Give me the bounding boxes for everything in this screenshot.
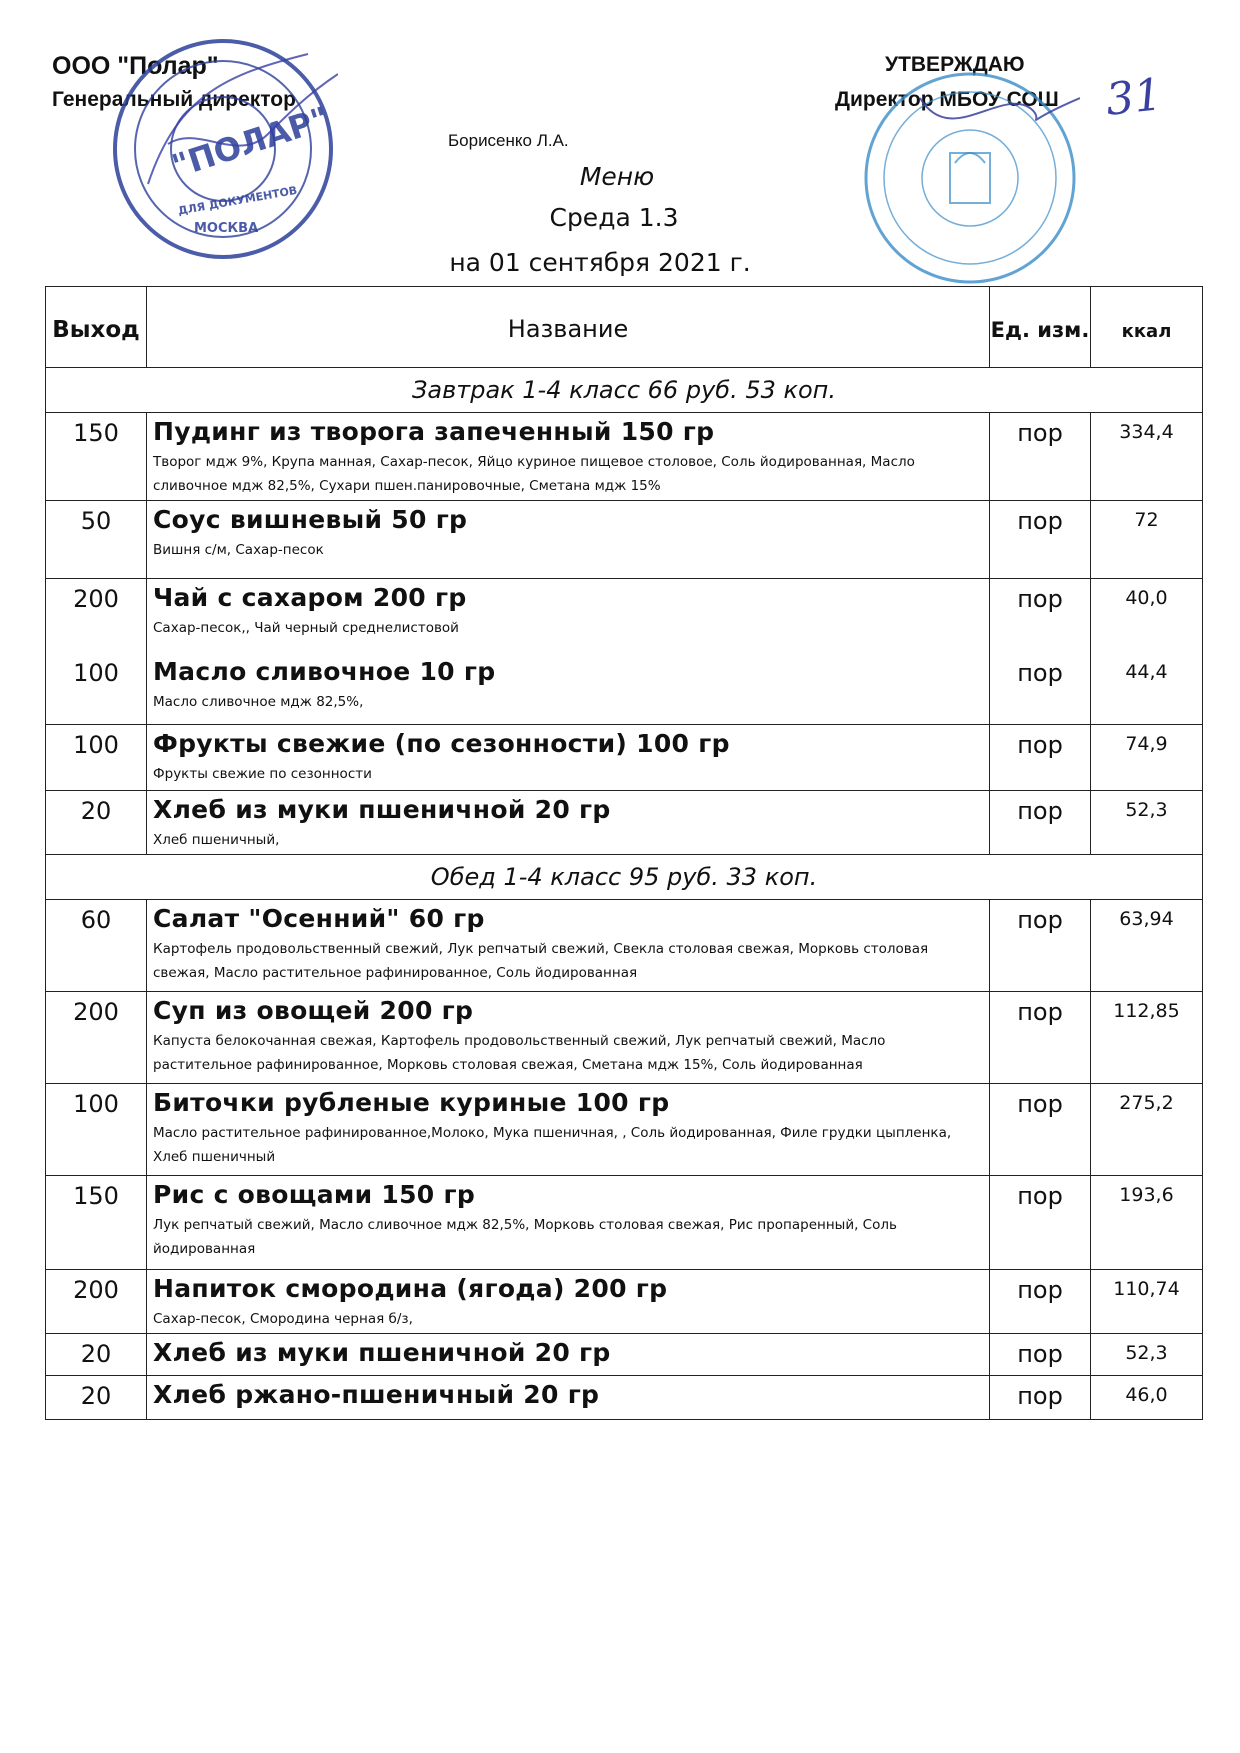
cell-kcal: 46,0 [1091, 1376, 1203, 1420]
cell-unit: пор [990, 791, 1091, 855]
dish-name: Салат "Осенний" 60 гр [153, 904, 485, 933]
cell-name [147, 992, 990, 1084]
cell-name [147, 653, 990, 725]
company-name: ООО "Полар" [52, 52, 219, 80]
dish-ingredients: Фрукты свежие по сезонности [153, 766, 372, 782]
dish-name: Рис с овощами 150 гр [153, 1180, 476, 1209]
table-row [46, 900, 1203, 992]
dish-ingredients: Масло растительное рафинированное,Молоко, Мука пшеничная, , Соль йодированная, Филе грудки цыпленка, Хлеб пшеничный [153, 1125, 952, 1165]
section-row-lunch [46, 855, 1203, 900]
table-row [46, 653, 1203, 725]
cell-out: 100 [46, 725, 147, 791]
table-row [46, 1334, 1203, 1376]
dish-name: Хлеб из муки пшеничной 20 гр [153, 1338, 611, 1367]
dish-name: Хлеб из муки пшеничной 20 гр [153, 795, 611, 824]
stamp-city-text: МОСКВА [194, 221, 259, 236]
cell-unit: пор [990, 501, 1091, 579]
table-body [46, 368, 1203, 1420]
cell-unit: пор [990, 1270, 1091, 1334]
table-row [46, 413, 1203, 501]
cell-name [147, 413, 990, 501]
table-row [46, 501, 1203, 579]
cell-kcal: 112,85 [1091, 992, 1203, 1084]
cell-out: 20 [46, 1376, 147, 1420]
cell-unit: пор [990, 992, 1091, 1084]
cell-name [147, 1084, 990, 1176]
school-number-handwritten: 31 [1103, 69, 1165, 126]
dish-name: Суп из овощей 200 гр [153, 996, 474, 1025]
dish-ingredients: Сахар-песок,, Чай черный среднелистовой [153, 620, 459, 636]
column-header-name: Название [147, 287, 990, 368]
cell-kcal: 40,0 [1091, 579, 1203, 653]
cell-kcal: 72 [1091, 501, 1203, 579]
cell-unit: пор [990, 1376, 1091, 1420]
dish-ingredients: Масло сливочное мдж 82,5%, [153, 693, 364, 710]
cell-name [147, 579, 990, 653]
cell-name [147, 900, 990, 992]
cell-unit: пор [990, 1084, 1091, 1176]
cell-kcal: 275,2 [1091, 1084, 1203, 1176]
director-label: Директор МБОУ СОШ [835, 88, 1059, 111]
dish-ingredients: Хлеб пшеничный, [153, 832, 280, 848]
cell-out: 200 [46, 1270, 147, 1334]
menu-day: Среда 1.3 [549, 203, 679, 232]
cell-unit: пор [990, 579, 1091, 653]
dish-name: Напиток смородина (ягода) 200 гр [153, 1274, 668, 1303]
cell-name [147, 1334, 990, 1376]
cell-kcal: 52,3 [1091, 1334, 1203, 1376]
cell-out: 60 [46, 900, 147, 992]
table-row [46, 791, 1203, 855]
cell-name [147, 1176, 990, 1270]
cell-kcal: 193,6 [1091, 1176, 1203, 1270]
column-header-kcal: ккал [1091, 287, 1203, 368]
cell-out: 50 [46, 501, 147, 579]
cell-kcal: 110,74 [1091, 1270, 1203, 1334]
company-role: Генеральный директор [52, 88, 296, 111]
section-title: Завтрак 1-4 класс 66 руб. 53 коп. [46, 368, 1203, 413]
dish-name: Масло сливочное 10 гр [153, 656, 496, 686]
cell-name [147, 501, 990, 579]
dish-ingredients: Творог мдж 9%, Крупа манная, Сахар-песок, Яйцо куриное пищевое столовое, Соль йодированная, Масло сливочное мдж 82,5%, Сухари пшен.панировочные, Сметана мдж 15% [153, 454, 915, 494]
table-row [46, 1084, 1203, 1176]
table-row [46, 579, 1203, 653]
cell-kcal: 63,94 [1091, 900, 1203, 992]
section-title: Обед 1-4 класс 95 руб. 33 коп. [46, 855, 1203, 900]
cell-out: 200 [46, 579, 147, 653]
stamp-main-text: "ПОЛАР" [167, 99, 334, 186]
menu-date: на 01 сентября 2021 г. [449, 248, 751, 277]
cell-out: 150 [46, 413, 147, 501]
menu-table [45, 286, 1203, 1420]
table-header [46, 287, 1203, 368]
cell-name [147, 725, 990, 791]
stamp-doc-text: ДЛЯ ДОКУМЕНТОВ [176, 183, 299, 218]
cell-unit: пор [990, 725, 1091, 791]
cell-unit: пор [990, 1334, 1091, 1376]
cell-unit: пор [990, 900, 1091, 992]
cell-kcal: 52,3 [1091, 791, 1203, 855]
cell-kcal: 334,4 [1091, 413, 1203, 501]
cell-out: 20 [46, 791, 147, 855]
dish-ingredients: Картофель продовольственный свежий, Лук репчатый свежий, Свекла столовая свежая, Морковь столовая свежая, Масло растительное рафинированное, Соль йодированная [153, 941, 929, 981]
cell-out: 100 [46, 653, 147, 725]
column-header-unit: Ед. изм. [990, 287, 1091, 368]
table-row [46, 992, 1203, 1084]
dish-name: Фрукты свежие (по сезонности) 100 гр [153, 729, 730, 758]
column-header-out: Выход [46, 287, 147, 368]
cell-out: 150 [46, 1176, 147, 1270]
dish-ingredients: Сахар-песок, Смородина черная б/з, [153, 1311, 413, 1327]
cell-unit: пор [990, 413, 1091, 501]
cell-name [147, 1376, 990, 1420]
dish-name: Хлеб ржано-пшеничный 20 гр [153, 1380, 600, 1409]
cell-unit: пор [990, 653, 1091, 725]
approver-name: Борисенко Л.А. [448, 131, 569, 150]
dish-ingredients: Капуста белокочанная свежая, Картофель продовольственный свежий, Лук репчатый свежий, Масло растительное рафинированное, Морковь столовая свежая, Сметана мдж 15%, Соль йодированная [153, 1033, 886, 1073]
dish-name: Соус вишневый 50 гр [153, 505, 468, 534]
cell-kcal: 44,4 [1091, 653, 1203, 725]
cell-name [147, 791, 990, 855]
table-row [46, 1376, 1203, 1420]
table-row [46, 1176, 1203, 1270]
cell-unit: пор [990, 1176, 1091, 1270]
cell-kcal: 74,9 [1091, 725, 1203, 791]
dish-name: Биточки рубленые куриные 100 гр [153, 1088, 670, 1117]
approve-label: УТВЕРЖДАЮ [885, 53, 1025, 76]
table-header-row [46, 287, 1203, 368]
dish-name: Чай с сахаром 200 гр [153, 583, 467, 612]
dish-name: Пудинг из творога запеченный 150 гр [153, 417, 715, 446]
cell-out: 200 [46, 992, 147, 1084]
dish-ingredients: Вишня с/м, Сахар-песок [153, 542, 324, 558]
table-row [46, 725, 1203, 791]
dish-ingredients: Лук репчатый свежий, Масло сливочное мдж 82,5%, Морковь столовая свежая, Рис пропаренный, Соль йодированная [153, 1217, 897, 1257]
table-row [46, 1270, 1203, 1334]
cell-name [147, 1270, 990, 1334]
cell-out: 20 [46, 1334, 147, 1376]
section-row-breakfast [46, 368, 1203, 413]
menu-title: Меню [579, 162, 655, 191]
cell-out: 100 [46, 1084, 147, 1176]
